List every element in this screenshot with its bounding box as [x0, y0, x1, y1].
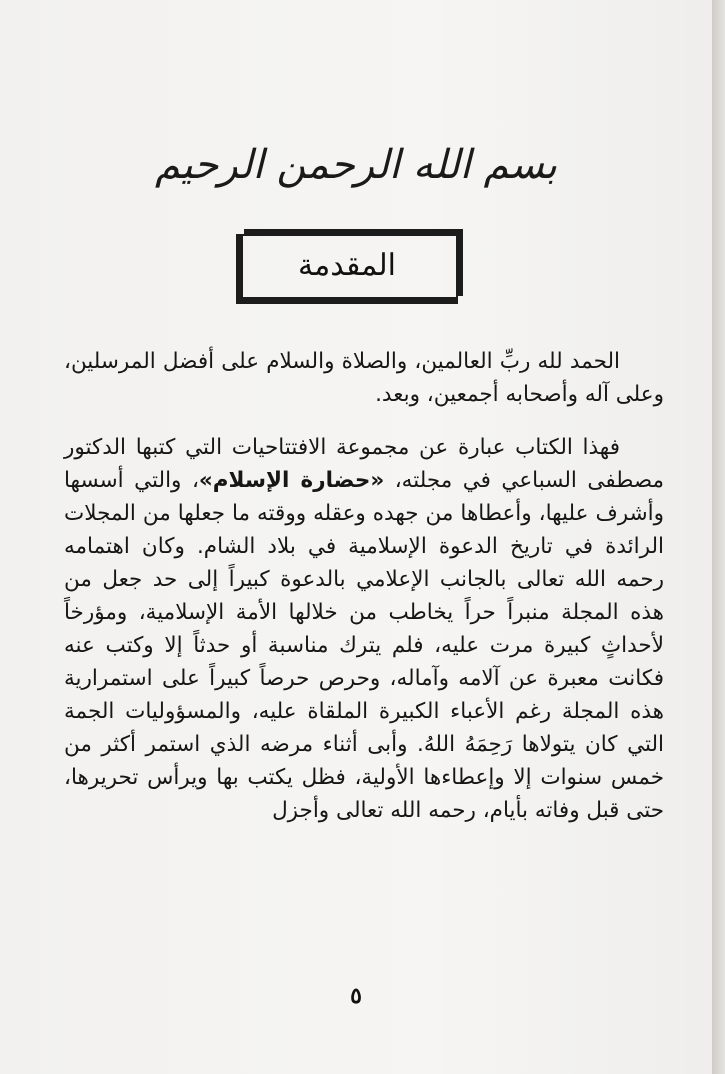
paragraph-1: الحمد لله ربِّ العالمين، والصلاة والسلام على أفضل المرسلين، وعلى آله وأصحابه أجمعين، وبعد.	[64, 349, 664, 407]
page-number: ٥	[350, 983, 362, 1009]
magazine-name: «حضارة الإسلام»	[198, 468, 385, 493]
paragraph-2	[64, 431, 664, 827]
basmala-heading: بسم الله الرحمن الرحيم	[154, 142, 558, 188]
title-frame	[236, 234, 458, 304]
paragraph-2-part-1: فهذا الكتاب عبارة عن مجموعة الافتتاحيات التي كتبها الدكتور مصطفى السباعي في مجلته،	[64, 435, 664, 493]
body-text	[64, 345, 664, 827]
paragraph-2-part-2: ، والتي أسسها وأشرف عليها، وأعطاها من جهده وعقله ووقته ما جعلها من المجلات الرائدة في تاريخ الدعوة الإسلامية في بلاد الشام. وكان اهتمامه رحمه الله تعالى بالجانب الإعلامي بالدعوة كبيراً إلى حد جعل من هذه المجلة منبراً حراً يخاطب من خلالها الأمة الإسلامية، ومؤرخاً لأحداثٍ كبيرة مرت عليه، فلم يترك مناسبة أو حدثاً إلا وكتب عنه فكانت معبرة عن آلامه وآماله، وحرص حرصاً كبيراً على استمرارية هذه المجلة رغم الأعباء الكبيرة الملقاة عليه، والمسؤوليات الجمة التي كان يتولاها رَحِمَهُ اللهُ. وأبى أثناء مرضه الذي استمر أكثر من خمس سنوات إلا وإعطاءها الأولية، فظل يكتب بها ويرأس تحريرها، حتى قبل وفاته بأيام، رحمه الله تعالى وأجزل	[64, 468, 664, 823]
page-edge	[712, 0, 725, 1074]
page-title: المقدمة	[298, 248, 396, 283]
